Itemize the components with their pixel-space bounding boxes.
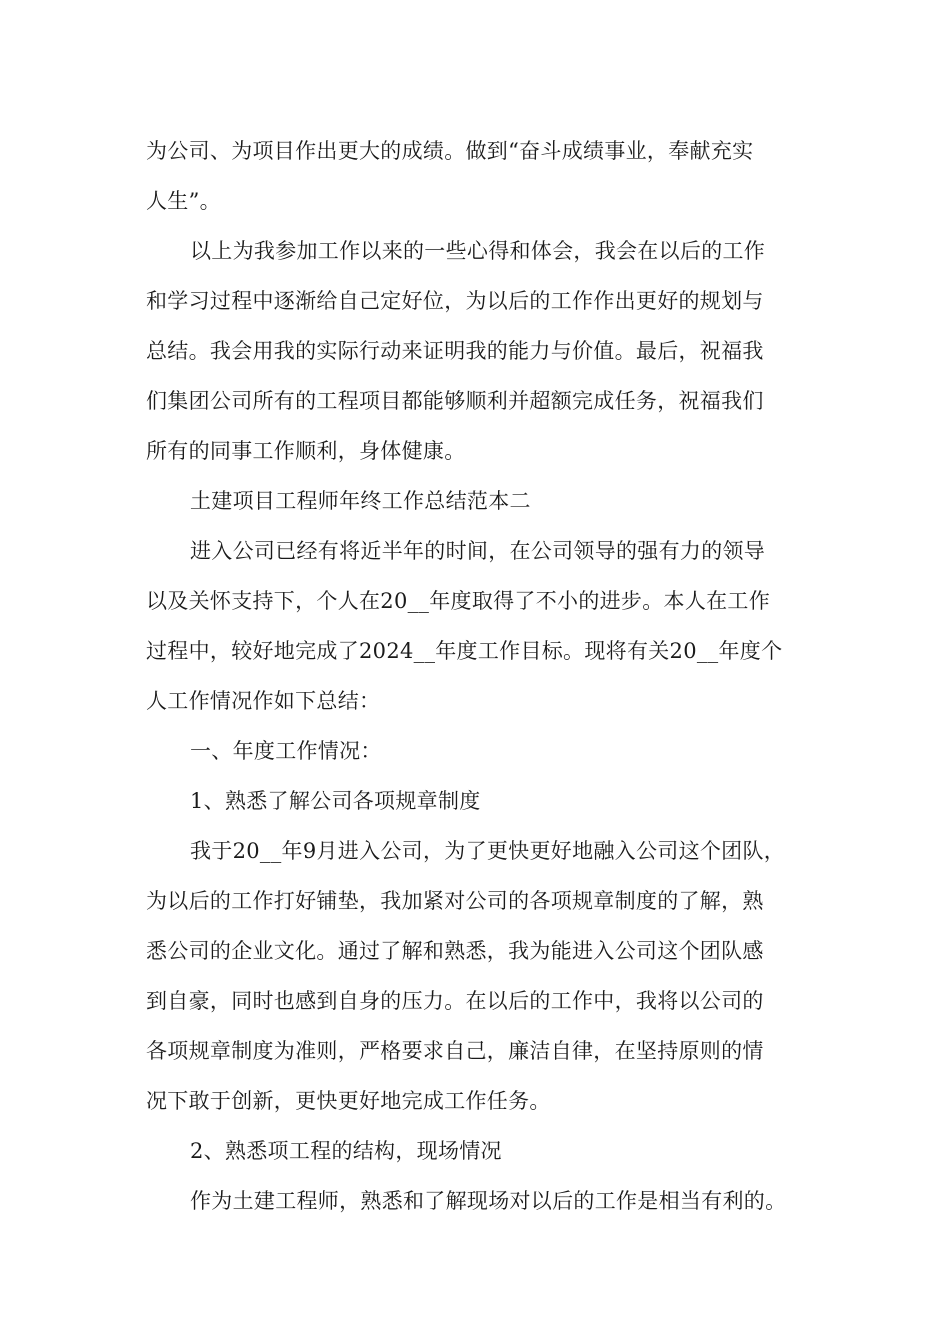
text-line: 所有的同事工作顺利，身体健康。 <box>146 439 466 463</box>
text-line: 为公司、为项目作出更大的成绩。做到“奋斗成绩事业，奉献充实 <box>146 139 754 163</box>
text-line: 总结。我会用我的实际行动来证明我的能力与价值。最后，祝福我 <box>146 339 764 363</box>
text-line: 到自豪，同时也感到自身的压力。在以后的工作中，我将以公司的 <box>146 989 764 1013</box>
text-line: 各项规章制度为准则，严格要求自己，廉洁自律，在坚持原则的情 <box>146 1039 764 1063</box>
text-line: 悉公司的企业文化。通过了解和熟悉，我为能进入公司这个团队感 <box>146 939 764 963</box>
section-heading: 土建项目工程师年终工作总结范本二 <box>190 489 531 513</box>
text-line: 过程中，较好地完成了2024__年度工作目标。现将有关20__年度个 <box>146 639 783 663</box>
paragraph-start-line: 以上为我参加工作以来的一些心得和体会，我会在以后的工作 <box>190 239 766 263</box>
subsection-heading: 一、年度工作情况： <box>190 739 382 763</box>
text-line: 人生”。 <box>146 189 221 213</box>
text-line: 人工作情况作如下总结： <box>146 689 381 713</box>
text-line: 以及关怀支持下，个人在20__年度取得了不小的进步。本人在工作 <box>146 589 771 613</box>
text-line: 况下敢于创新，更快更好地完成工作任务。 <box>146 1089 551 1113</box>
document-body <box>146 126 826 1226</box>
text-line: 为以后的工作打好铺垫，我加紧对公司的各项规章制度的了解，熟 <box>146 889 764 913</box>
text-line: 和学习过程中逐渐给自己定好位，为以后的工作作出更好的规划与 <box>146 289 764 313</box>
item-heading: 1、熟悉了解公司各项规章制度 <box>190 789 481 813</box>
paragraph-start-line: 进入公司已经有将近半年的时间，在公司领导的强有力的领导 <box>190 539 766 563</box>
item-heading: 2、熟悉项工程的结构，现场情况 <box>190 1139 502 1163</box>
text-line: 们集团公司所有的工程项目都能够顺利并超额完成任务，祝福我们 <box>146 389 764 413</box>
paragraph-start-line: 我于20__年9月进入公司，为了更快更好地融入公司这个团队， <box>190 839 786 863</box>
paragraph-start-line: 作为土建工程师，熟悉和了解现场对以后的工作是相当有利的。 <box>190 1189 787 1213</box>
